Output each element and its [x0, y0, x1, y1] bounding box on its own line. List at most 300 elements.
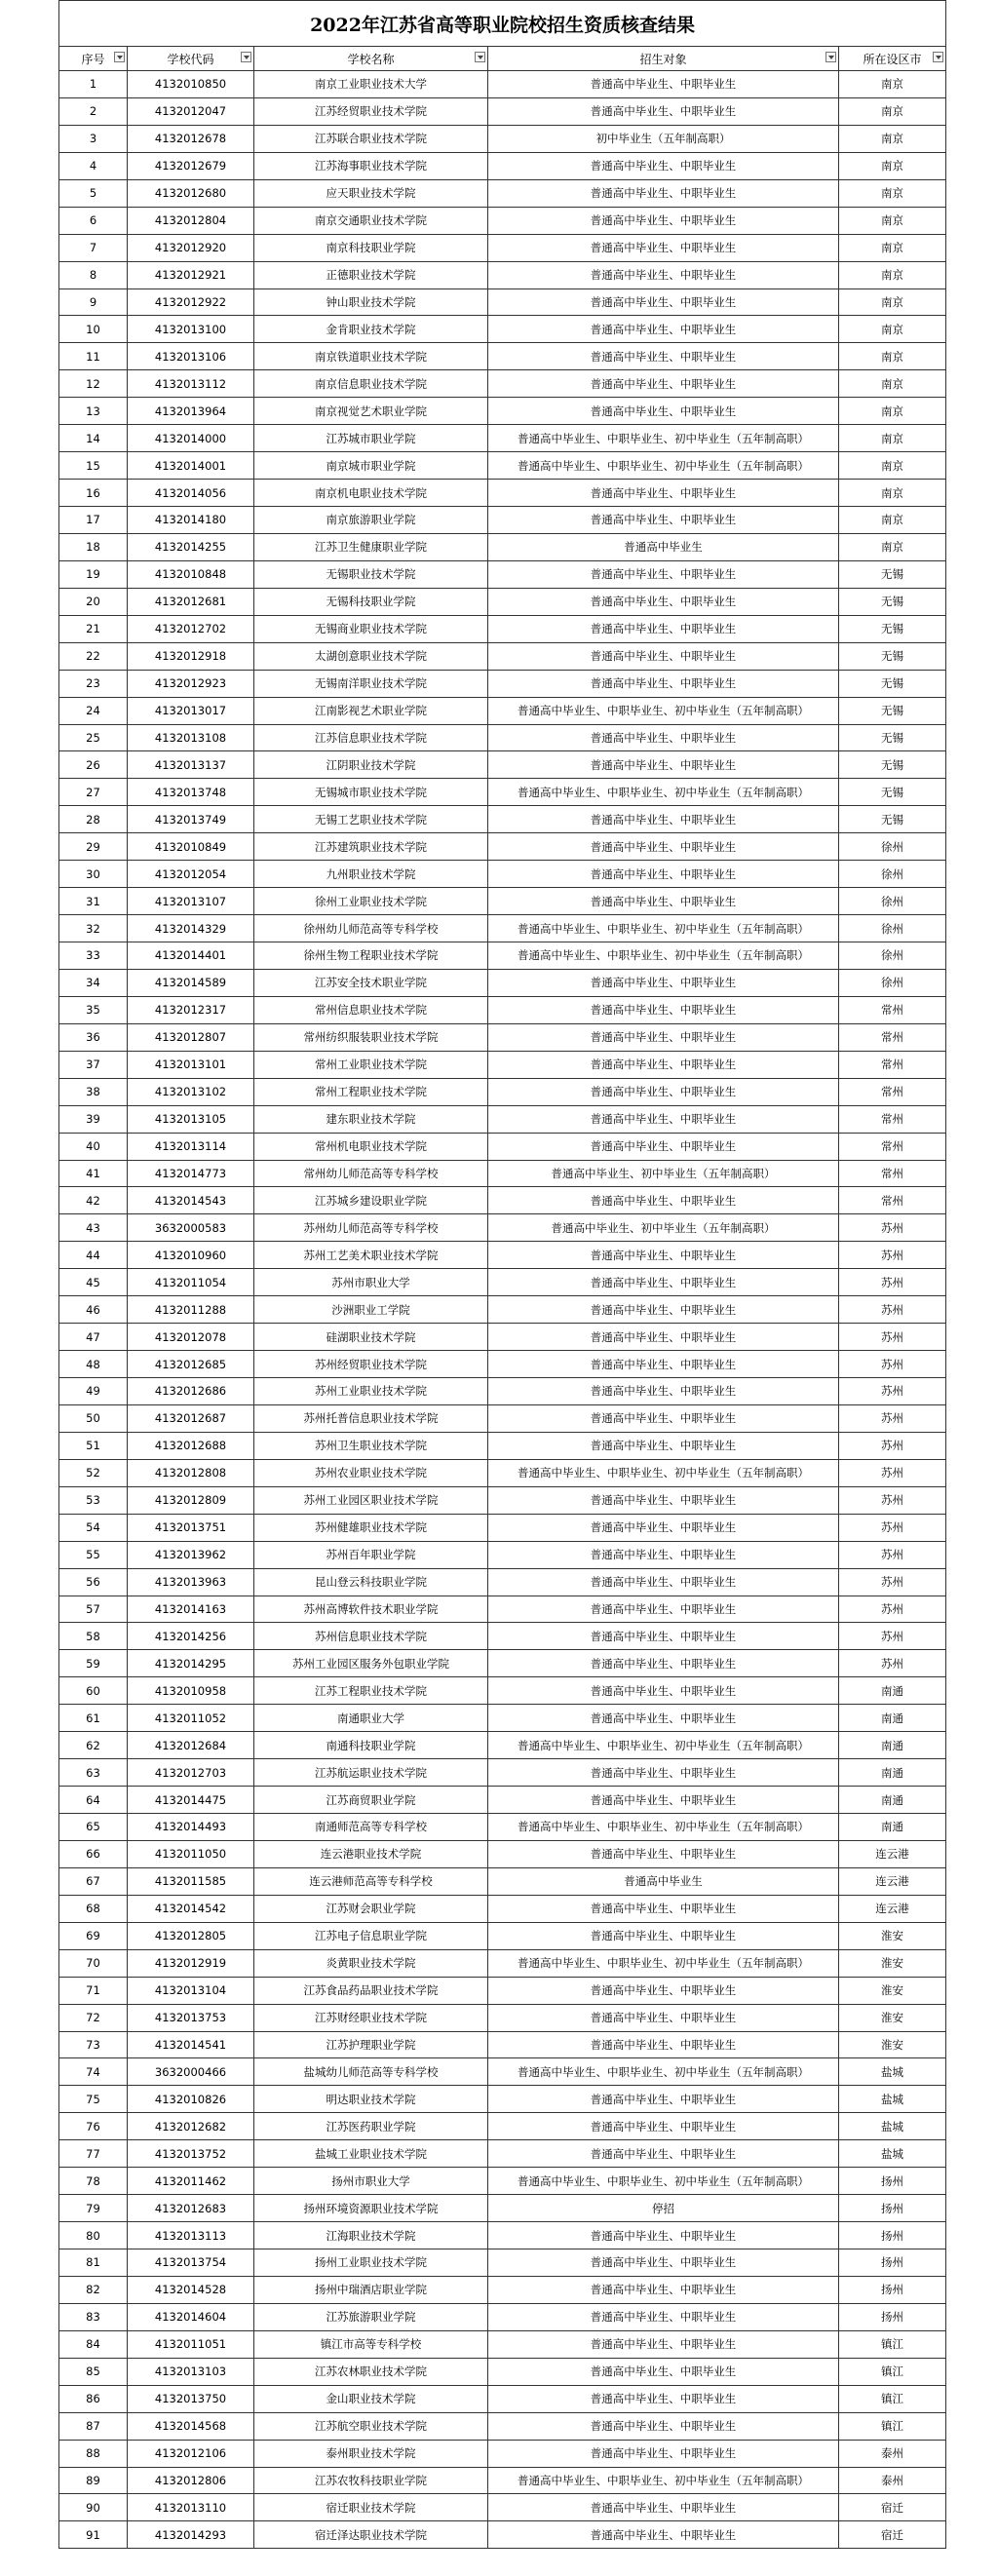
cell-school-name[interactable]: 南京铁道职业技术学院: [254, 343, 488, 370]
cell-city[interactable]: 镇江: [839, 2330, 946, 2358]
cell-city[interactable]: 苏州: [839, 1296, 946, 1324]
cell-enrollment-target[interactable]: 普通高中毕业生: [488, 1867, 839, 1895]
cell-enrollment-target[interactable]: 普通高中毕业生、中职毕业生、初中毕业生（五年制高职）: [488, 2467, 839, 2494]
cell-index[interactable]: 53: [59, 1486, 128, 1514]
cell-enrollment-target[interactable]: 普通高中毕业生、中职毕业生: [488, 2113, 839, 2140]
cell-enrollment-target[interactable]: 普通高中毕业生、中职毕业生: [488, 1895, 839, 1922]
cell-enrollment-target[interactable]: 普通高中毕业生、中职毕业生: [488, 97, 839, 125]
cell-enrollment-target[interactable]: 普通高中毕业生、中职毕业生: [488, 996, 839, 1023]
cell-school-name[interactable]: 江苏卫生健康职业学院: [254, 533, 488, 560]
cell-enrollment-target[interactable]: 普通高中毕业生、中职毕业生: [488, 2385, 839, 2412]
cell-school-name[interactable]: 昆山登云科技职业学院: [254, 1568, 488, 1596]
cell-enrollment-target[interactable]: 普通高中毕业生、中职毕业生: [488, 642, 839, 670]
cell-city[interactable]: 淮安: [839, 1977, 946, 2004]
cell-school-code[interactable]: 4132010850: [128, 71, 254, 98]
cell-school-name[interactable]: 常州幼儿师范高等专科学校: [254, 1160, 488, 1187]
cell-enrollment-target[interactable]: 普通高中毕业生、中职毕业生: [488, 1324, 839, 1351]
cell-school-code[interactable]: 4132013100: [128, 316, 254, 343]
cell-city[interactable]: 盐城: [839, 2113, 946, 2140]
cell-school-code[interactable]: 4132012685: [128, 1351, 254, 1378]
cell-enrollment-target[interactable]: 普通高中毕业生、中职毕业生: [488, 1922, 839, 1949]
cell-city[interactable]: 南京: [839, 288, 946, 316]
cell-index[interactable]: 65: [59, 1814, 128, 1841]
cell-school-code[interactable]: 4132011050: [128, 1840, 254, 1867]
cell-school-name[interactable]: 常州工业职业技术学院: [254, 1051, 488, 1078]
cell-school-name[interactable]: 苏州百年职业学院: [254, 1541, 488, 1568]
cell-city[interactable]: 无锡: [839, 560, 946, 588]
cell-index[interactable]: 5: [59, 179, 128, 207]
cell-school-code[interactable]: 4132012684: [128, 1732, 254, 1759]
cell-index[interactable]: 66: [59, 1840, 128, 1867]
cell-school-name[interactable]: 南通师范高等专科学校: [254, 1814, 488, 1841]
cell-index[interactable]: 51: [59, 1432, 128, 1459]
cell-enrollment-target[interactable]: 普通高中毕业生、中职毕业生: [488, 370, 839, 398]
cell-city[interactable]: 南京: [839, 179, 946, 207]
cell-index[interactable]: 32: [59, 915, 128, 942]
cell-enrollment-target[interactable]: 普通高中毕业生、中职毕业生: [488, 2358, 839, 2385]
cell-enrollment-target[interactable]: 普通高中毕业生、中职毕业生: [488, 1242, 839, 1269]
cell-index[interactable]: 12: [59, 370, 128, 398]
cell-enrollment-target[interactable]: 普通高中毕业生、中职毕业生: [488, 480, 839, 507]
cell-school-name[interactable]: 江苏电子信息职业学院: [254, 1922, 488, 1949]
cell-city[interactable]: 苏州: [839, 1351, 946, 1378]
cell-enrollment-target[interactable]: 普通高中毕业生、中职毕业生: [488, 1514, 839, 1541]
cell-enrollment-target[interactable]: 普通高中毕业生、中职毕业生: [488, 806, 839, 833]
cell-enrollment-target[interactable]: 普通高中毕业生、中职毕业生: [488, 1269, 839, 1296]
cell-enrollment-target[interactable]: 普通高中毕业生、中职毕业生: [488, 861, 839, 888]
cell-city[interactable]: 苏州: [839, 1541, 946, 1568]
cell-school-name[interactable]: 江苏旅游职业学院: [254, 2303, 488, 2330]
cell-school-name[interactable]: 南通职业大学: [254, 1705, 488, 1732]
cell-school-name[interactable]: 无锡商业职业技术学院: [254, 615, 488, 642]
cell-school-name[interactable]: 常州工程职业技术学院: [254, 1078, 488, 1105]
cell-school-code[interactable]: 4132013101: [128, 1051, 254, 1078]
cell-school-name[interactable]: 太湖创意职业技术学院: [254, 642, 488, 670]
cell-index[interactable]: 4: [59, 152, 128, 179]
cell-index[interactable]: 56: [59, 1568, 128, 1596]
cell-school-code[interactable]: 4132012054: [128, 861, 254, 888]
cell-city[interactable]: 南京: [839, 507, 946, 534]
cell-city[interactable]: 苏州: [839, 1650, 946, 1677]
cell-index[interactable]: 74: [59, 2058, 128, 2086]
cell-school-code[interactable]: 4132013110: [128, 2494, 254, 2521]
cell-enrollment-target[interactable]: 停招: [488, 2195, 839, 2222]
cell-school-name[interactable]: 南京交通职业技术学院: [254, 207, 488, 234]
cell-city[interactable]: 盐城: [839, 2140, 946, 2168]
cell-school-name[interactable]: 南通科技职业学院: [254, 1732, 488, 1759]
cell-index[interactable]: 49: [59, 1378, 128, 1405]
cell-enrollment-target[interactable]: 普通高中毕业生、中职毕业生: [488, 1568, 839, 1596]
cell-city[interactable]: 南京: [839, 370, 946, 398]
cell-city[interactable]: 南通: [839, 1814, 946, 1841]
cell-enrollment-target[interactable]: 普通高中毕业生、中职毕业生: [488, 2303, 839, 2330]
cell-school-name[interactable]: 泰州职业技术学院: [254, 2440, 488, 2467]
cell-city[interactable]: 无锡: [839, 588, 946, 615]
cell-school-name[interactable]: 无锡职业技术学院: [254, 560, 488, 588]
cell-school-name[interactable]: 盐城幼儿师范高等专科学校: [254, 2058, 488, 2086]
cell-city[interactable]: 南京: [839, 71, 946, 98]
cell-city[interactable]: 徐州: [839, 888, 946, 915]
cell-school-name[interactable]: 镇江市高等专科学校: [254, 2330, 488, 2358]
cell-city[interactable]: 常州: [839, 1133, 946, 1160]
cell-city[interactable]: 徐州: [839, 969, 946, 996]
cell-school-name[interactable]: 江苏建筑职业技术学院: [254, 833, 488, 861]
cell-school-code[interactable]: 3632000583: [128, 1214, 254, 1242]
cell-index[interactable]: 79: [59, 2195, 128, 2222]
cell-index[interactable]: 44: [59, 1242, 128, 1269]
cell-school-code[interactable]: 4132012047: [128, 97, 254, 125]
cell-school-name[interactable]: 苏州市职业大学: [254, 1269, 488, 1296]
cell-enrollment-target[interactable]: 普通高中毕业生、中职毕业生: [488, 2004, 839, 2031]
cell-school-name[interactable]: 宿迁职业技术学院: [254, 2494, 488, 2521]
cell-city[interactable]: 南京: [839, 125, 946, 152]
cell-school-name[interactable]: 南京工业职业技术大学: [254, 71, 488, 98]
header-school-code[interactable]: [128, 47, 254, 71]
cell-school-code[interactable]: 4132011288: [128, 1296, 254, 1324]
cell-school-code[interactable]: 4132012679: [128, 152, 254, 179]
cell-enrollment-target[interactable]: 初中毕业生（五年制高职）: [488, 125, 839, 152]
cell-school-code[interactable]: 4132013112: [128, 370, 254, 398]
cell-city[interactable]: 徐州: [839, 861, 946, 888]
cell-school-name[interactable]: 江苏财会职业学院: [254, 1895, 488, 1922]
cell-school-code[interactable]: 4132012807: [128, 1023, 254, 1051]
cell-city[interactable]: 苏州: [839, 1459, 946, 1486]
cell-school-name[interactable]: 明达职业技术学院: [254, 2086, 488, 2113]
cell-index[interactable]: 69: [59, 1922, 128, 1949]
cell-city[interactable]: 苏州: [839, 1378, 946, 1405]
cell-enrollment-target[interactable]: 普通高中毕业生、中职毕业生: [488, 1351, 839, 1378]
cell-school-code[interactable]: 4132013104: [128, 1977, 254, 2004]
dropdown-filter-icon[interactable]: [241, 52, 251, 62]
cell-enrollment-target[interactable]: 普通高中毕业生、中职毕业生: [488, 207, 839, 234]
cell-enrollment-target[interactable]: 普通高中毕业生、中职毕业生: [488, 1378, 839, 1405]
cell-school-code[interactable]: 4132012317: [128, 996, 254, 1023]
cell-city[interactable]: 淮安: [839, 1949, 946, 1977]
cell-school-code[interactable]: 4132014604: [128, 2303, 254, 2330]
cell-index[interactable]: 9: [59, 288, 128, 316]
cell-city[interactable]: 扬州: [839, 2195, 946, 2222]
cell-city[interactable]: 苏州: [839, 1404, 946, 1432]
cell-city[interactable]: 苏州: [839, 1269, 946, 1296]
cell-enrollment-target[interactable]: 普通高中毕业生、中职毕业生: [488, 1977, 839, 2004]
cell-city[interactable]: 苏州: [839, 1242, 946, 1269]
cell-city[interactable]: 苏州: [839, 1623, 946, 1650]
dropdown-filter-icon[interactable]: [933, 52, 943, 62]
cell-city[interactable]: 无锡: [839, 724, 946, 751]
cell-school-name[interactable]: 南京旅游职业学院: [254, 507, 488, 534]
cell-enrollment-target[interactable]: 普通高中毕业生、中职毕业生: [488, 1105, 839, 1133]
cell-school-code[interactable]: 4132012681: [128, 588, 254, 615]
cell-city[interactable]: 南通: [839, 1732, 946, 1759]
cell-school-code[interactable]: 4132014256: [128, 1623, 254, 1650]
cell-index[interactable]: 17: [59, 507, 128, 534]
cell-city[interactable]: 南通: [839, 1677, 946, 1705]
cell-city[interactable]: 连云港: [839, 1867, 946, 1895]
cell-school-code[interactable]: 4132011054: [128, 1269, 254, 1296]
cell-city[interactable]: 南京: [839, 452, 946, 480]
cell-city[interactable]: 苏州: [839, 1432, 946, 1459]
cell-school-code[interactable]: 4132014056: [128, 480, 254, 507]
cell-index[interactable]: 72: [59, 2004, 128, 2031]
cell-city[interactable]: 常州: [839, 1078, 946, 1105]
cell-school-code[interactable]: 4132014163: [128, 1596, 254, 1623]
cell-enrollment-target[interactable]: 普通高中毕业生、中职毕业生: [488, 152, 839, 179]
cell-school-code[interactable]: 4132014255: [128, 533, 254, 560]
cell-school-code[interactable]: 4132013753: [128, 2004, 254, 2031]
cell-enrollment-target[interactable]: 普通高中毕业生、中职毕业生: [488, 1623, 839, 1650]
cell-school-code[interactable]: 4132014773: [128, 1160, 254, 1187]
cell-enrollment-target[interactable]: 普通高中毕业生、中职毕业生、初中毕业生（五年制高职）: [488, 452, 839, 480]
cell-school-code[interactable]: 4132014589: [128, 969, 254, 996]
cell-index[interactable]: 33: [59, 942, 128, 970]
cell-school-name[interactable]: 宿迁泽达职业技术学院: [254, 2521, 488, 2549]
cell-school-name[interactable]: 应天职业技术学院: [254, 179, 488, 207]
cell-city[interactable]: 徐州: [839, 942, 946, 970]
cell-school-name[interactable]: 徐州幼儿师范高等专科学校: [254, 915, 488, 942]
cell-index[interactable]: 71: [59, 1977, 128, 2004]
cell-index[interactable]: 38: [59, 1078, 128, 1105]
cell-city[interactable]: 无锡: [839, 697, 946, 724]
cell-city[interactable]: 南京: [839, 533, 946, 560]
cell-school-name[interactable]: 常州纺织服装职业技术学院: [254, 1023, 488, 1051]
cell-school-name[interactable]: 硅湖职业技术学院: [254, 1324, 488, 1351]
cell-index[interactable]: 57: [59, 1596, 128, 1623]
cell-school-code[interactable]: 4132010826: [128, 2086, 254, 2113]
cell-school-code[interactable]: 4132014293: [128, 2521, 254, 2549]
cell-index[interactable]: 27: [59, 779, 128, 806]
dropdown-filter-icon[interactable]: [825, 52, 836, 62]
cell-school-code[interactable]: 4132014000: [128, 425, 254, 452]
cell-index[interactable]: 52: [59, 1459, 128, 1486]
cell-city[interactable]: 泰州: [839, 2440, 946, 2467]
cell-school-name[interactable]: 扬州工业职业技术学院: [254, 2249, 488, 2277]
cell-enrollment-target[interactable]: 普通高中毕业生、中职毕业生: [488, 2412, 839, 2440]
cell-city[interactable]: 连云港: [839, 1840, 946, 1867]
cell-index[interactable]: 89: [59, 2467, 128, 2494]
cell-school-code[interactable]: 4132012682: [128, 2113, 254, 2140]
cell-index[interactable]: 68: [59, 1895, 128, 1922]
cell-school-name[interactable]: 江苏联合职业技术学院: [254, 125, 488, 152]
cell-enrollment-target[interactable]: 普通高中毕业生、中职毕业生: [488, 1133, 839, 1160]
cell-enrollment-target[interactable]: 普通高中毕业生、中职毕业生: [488, 1677, 839, 1705]
cell-school-code[interactable]: 4132013963: [128, 1568, 254, 1596]
cell-city[interactable]: 南通: [839, 1705, 946, 1732]
cell-enrollment-target[interactable]: 普通高中毕业生、中职毕业生、初中毕业生（五年制高职）: [488, 2058, 839, 2086]
cell-index[interactable]: 62: [59, 1732, 128, 1759]
cell-index[interactable]: 20: [59, 588, 128, 615]
cell-school-code[interactable]: 4132013105: [128, 1105, 254, 1133]
cell-school-code[interactable]: 4132012918: [128, 642, 254, 670]
cell-index[interactable]: 35: [59, 996, 128, 1023]
cell-school-name[interactable]: 江苏食品药品职业技术学院: [254, 1977, 488, 2004]
cell-school-name[interactable]: 正德职业技术学院: [254, 261, 488, 288]
cell-school-code[interactable]: 4132011051: [128, 2330, 254, 2358]
cell-school-name[interactable]: 江苏医药职业学院: [254, 2113, 488, 2140]
cell-school-name[interactable]: 江苏农林职业技术学院: [254, 2358, 488, 2385]
cell-enrollment-target[interactable]: 普通高中毕业生、中职毕业生: [488, 1296, 839, 1324]
cell-enrollment-target[interactable]: 普通高中毕业生、中职毕业生: [488, 969, 839, 996]
dropdown-filter-icon[interactable]: [475, 52, 485, 62]
cell-school-name[interactable]: 江海职业技术学院: [254, 2222, 488, 2249]
cell-index[interactable]: 22: [59, 642, 128, 670]
cell-school-code[interactable]: 4132013752: [128, 2140, 254, 2168]
cell-enrollment-target[interactable]: 普通高中毕业生、中职毕业生、初中毕业生（五年制高职）: [488, 1459, 839, 1486]
cell-city[interactable]: 常州: [839, 1023, 946, 1051]
cell-school-name[interactable]: 苏州工业园区职业技术学院: [254, 1486, 488, 1514]
cell-school-code[interactable]: 4132014001: [128, 452, 254, 480]
cell-enrollment-target[interactable]: 普通高中毕业生、中职毕业生: [488, 1705, 839, 1732]
cell-enrollment-target[interactable]: 普通高中毕业生、中职毕业生: [488, 2249, 839, 2277]
cell-enrollment-target[interactable]: 普通高中毕业生、中职毕业生: [488, 588, 839, 615]
cell-index[interactable]: 1: [59, 71, 128, 98]
cell-school-name[interactable]: 江苏财经职业技术学院: [254, 2004, 488, 2031]
cell-city[interactable]: 南京: [839, 261, 946, 288]
cell-enrollment-target[interactable]: 普通高中毕业生、中职毕业生: [488, 833, 839, 861]
cell-index[interactable]: 86: [59, 2385, 128, 2412]
cell-city[interactable]: 淮安: [839, 1922, 946, 1949]
cell-school-name[interactable]: 江苏安全技术职业学院: [254, 969, 488, 996]
cell-index[interactable]: 87: [59, 2412, 128, 2440]
cell-enrollment-target[interactable]: 普通高中毕业生、中职毕业生: [488, 560, 839, 588]
cell-index[interactable]: 64: [59, 1787, 128, 1814]
cell-enrollment-target[interactable]: 普通高中毕业生、中职毕业生、初中毕业生（五年制高职）: [488, 697, 839, 724]
cell-index[interactable]: 23: [59, 670, 128, 697]
cell-school-name[interactable]: 江苏农牧科技职业学院: [254, 2467, 488, 2494]
cell-index[interactable]: 2: [59, 97, 128, 125]
cell-index[interactable]: 50: [59, 1404, 128, 1432]
cell-school-name[interactable]: 南京视觉艺术职业学院: [254, 398, 488, 425]
cell-school-code[interactable]: 4132012808: [128, 1459, 254, 1486]
cell-school-name[interactable]: 江南影视艺术职业学院: [254, 697, 488, 724]
cell-enrollment-target[interactable]: 普通高中毕业生、中职毕业生: [488, 179, 839, 207]
cell-school-name[interactable]: 无锡城市职业技术学院: [254, 779, 488, 806]
cell-school-name[interactable]: 江苏海事职业技术学院: [254, 152, 488, 179]
cell-school-code[interactable]: 4132012106: [128, 2440, 254, 2467]
cell-enrollment-target[interactable]: 普通高中毕业生、中职毕业生、初中毕业生（五年制高职）: [488, 2168, 839, 2195]
cell-index[interactable]: 41: [59, 1160, 128, 1187]
cell-city[interactable]: 徐州: [839, 915, 946, 942]
cell-city[interactable]: 常州: [839, 996, 946, 1023]
cell-school-name[interactable]: 江苏工程职业技术学院: [254, 1677, 488, 1705]
cell-city[interactable]: 镇江: [839, 2412, 946, 2440]
cell-school-name[interactable]: 九州职业技术学院: [254, 861, 488, 888]
cell-index[interactable]: 84: [59, 2330, 128, 2358]
cell-enrollment-target[interactable]: 普通高中毕业生、中职毕业生: [488, 1051, 839, 1078]
cell-index[interactable]: 82: [59, 2276, 128, 2303]
cell-school-code[interactable]: 4132013754: [128, 2249, 254, 2277]
cell-enrollment-target[interactable]: 普通高中毕业生、中职毕业生: [488, 2440, 839, 2467]
cell-school-name[interactable]: 无锡科技职业学院: [254, 588, 488, 615]
cell-index[interactable]: 81: [59, 2249, 128, 2277]
cell-index[interactable]: 21: [59, 615, 128, 642]
cell-school-code[interactable]: 4132011052: [128, 1705, 254, 1732]
cell-enrollment-target[interactable]: 普通高中毕业生、中职毕业生: [488, 1486, 839, 1514]
cell-school-name[interactable]: 扬州环境资源职业技术学院: [254, 2195, 488, 2222]
cell-index[interactable]: 29: [59, 833, 128, 861]
cell-index[interactable]: 39: [59, 1105, 128, 1133]
cell-enrollment-target[interactable]: 普通高中毕业生、中职毕业生: [488, 71, 839, 98]
cell-index[interactable]: 91: [59, 2521, 128, 2549]
cell-school-code[interactable]: 4132012804: [128, 207, 254, 234]
cell-city[interactable]: 盐城: [839, 2086, 946, 2113]
cell-city[interactable]: 无锡: [839, 670, 946, 697]
cell-school-code[interactable]: 4132014180: [128, 507, 254, 534]
cell-school-code[interactable]: 4132012919: [128, 1949, 254, 1977]
cell-city[interactable]: 徐州: [839, 833, 946, 861]
cell-index[interactable]: 31: [59, 888, 128, 915]
cell-school-name[interactable]: 建东职业技术学院: [254, 1105, 488, 1133]
cell-school-code[interactable]: 4132013114: [128, 1133, 254, 1160]
cell-school-code[interactable]: 4132013106: [128, 343, 254, 370]
cell-enrollment-target[interactable]: 普通高中毕业生、中职毕业生: [488, 2222, 839, 2249]
cell-index[interactable]: 11: [59, 343, 128, 370]
cell-city[interactable]: 无锡: [839, 806, 946, 833]
cell-enrollment-target[interactable]: 普通高中毕业生、中职毕业生: [488, 234, 839, 261]
cell-school-name[interactable]: 盐城工业职业技术学院: [254, 2140, 488, 2168]
cell-school-name[interactable]: 苏州卫生职业技术学院: [254, 1432, 488, 1459]
cell-enrollment-target[interactable]: 普通高中毕业生、中职毕业生: [488, 2276, 839, 2303]
cell-enrollment-target[interactable]: 普通高中毕业生、中职毕业生、初中毕业生（五年制高职）: [488, 942, 839, 970]
cell-index[interactable]: 18: [59, 533, 128, 560]
cell-city[interactable]: 常州: [839, 1105, 946, 1133]
cell-school-name[interactable]: 江阴职业技术学院: [254, 751, 488, 779]
cell-enrollment-target[interactable]: 普通高中毕业生、中职毕业生: [488, 2330, 839, 2358]
cell-school-code[interactable]: 4132013962: [128, 1541, 254, 1568]
cell-school-name[interactable]: 无锡南洋职业技术学院: [254, 670, 488, 697]
cell-school-code[interactable]: 4132010849: [128, 833, 254, 861]
cell-index[interactable]: 46: [59, 1296, 128, 1324]
cell-school-code[interactable]: 4132012703: [128, 1759, 254, 1787]
cell-city[interactable]: 扬州: [839, 2168, 946, 2195]
cell-school-code[interactable]: 4132014475: [128, 1787, 254, 1814]
cell-school-code[interactable]: 4132013750: [128, 2385, 254, 2412]
cell-school-code[interactable]: 4132014543: [128, 1187, 254, 1214]
cell-city[interactable]: 南京: [839, 425, 946, 452]
cell-index[interactable]: 15: [59, 452, 128, 480]
cell-enrollment-target[interactable]: 普通高中毕业生、中职毕业生: [488, 2494, 839, 2521]
cell-city[interactable]: 苏州: [839, 1514, 946, 1541]
cell-city[interactable]: 盐城: [839, 2058, 946, 2086]
cell-enrollment-target[interactable]: 普通高中毕业生、中职毕业生: [488, 1840, 839, 1867]
cell-enrollment-target[interactable]: 普通高中毕业生、中职毕业生: [488, 507, 839, 534]
cell-school-code[interactable]: 4132010960: [128, 1242, 254, 1269]
cell-city[interactable]: 镇江: [839, 2358, 946, 2385]
cell-city[interactable]: 南京: [839, 398, 946, 425]
cell-school-name[interactable]: 南京城市职业学院: [254, 452, 488, 480]
cell-index[interactable]: 76: [59, 2113, 128, 2140]
cell-city[interactable]: 扬州: [839, 2249, 946, 2277]
cell-school-name[interactable]: 金山职业技术学院: [254, 2385, 488, 2412]
cell-school-code[interactable]: 4132012921: [128, 261, 254, 288]
cell-school-name[interactable]: 连云港职业技术学院: [254, 1840, 488, 1867]
cell-city[interactable]: 苏州: [839, 1568, 946, 1596]
cell-index[interactable]: 55: [59, 1541, 128, 1568]
cell-school-code[interactable]: 4132013137: [128, 751, 254, 779]
cell-school-code[interactable]: 4132013964: [128, 398, 254, 425]
cell-school-name[interactable]: 江苏信息职业技术学院: [254, 724, 488, 751]
cell-school-name[interactable]: 苏州高博软件技术职业学院: [254, 1596, 488, 1623]
cell-enrollment-target[interactable]: 普通高中毕业生、中职毕业生: [488, 1187, 839, 1214]
cell-enrollment-target[interactable]: 普通高中毕业生、中职毕业生: [488, 2031, 839, 2058]
cell-enrollment-target[interactable]: 普通高中毕业生: [488, 533, 839, 560]
cell-index[interactable]: 63: [59, 1759, 128, 1787]
cell-enrollment-target[interactable]: 普通高中毕业生、中职毕业生、初中毕业生（五年制高职）: [488, 1949, 839, 1977]
cell-enrollment-target[interactable]: 普通高中毕业生、初中毕业生（五年制高职）: [488, 1214, 839, 1242]
cell-enrollment-target[interactable]: 普通高中毕业生、初中毕业生（五年制高职）: [488, 1160, 839, 1187]
cell-city[interactable]: 南通: [839, 1787, 946, 1814]
cell-school-code[interactable]: 4132012806: [128, 2467, 254, 2494]
cell-city[interactable]: 苏州: [839, 1596, 946, 1623]
